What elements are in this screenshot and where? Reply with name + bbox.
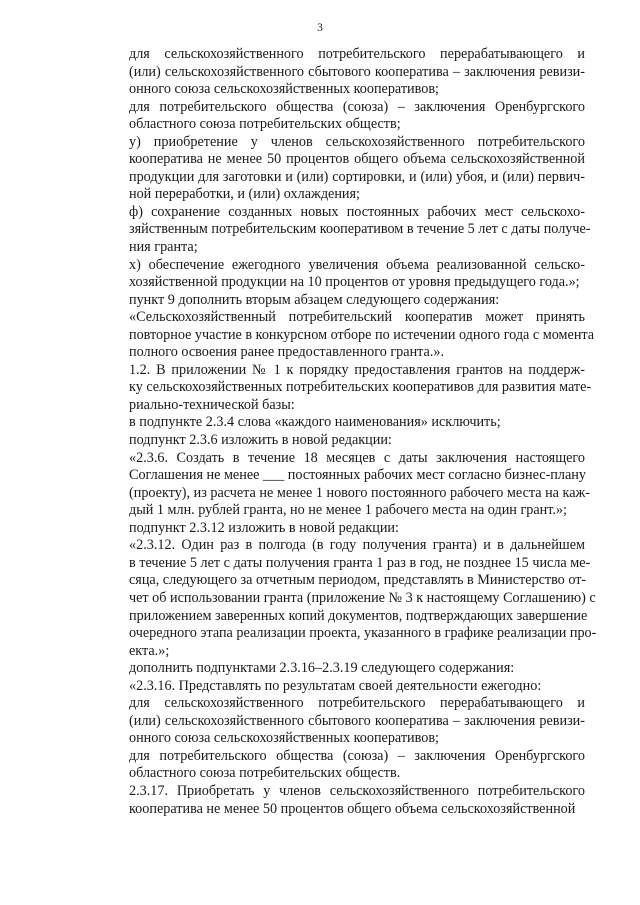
text-line: екта.»; xyxy=(129,642,170,659)
text-line: приложением заверенных копий документов, подтверждающих завершение xyxy=(129,607,588,624)
text-line: кооператива не менее 50 процентов общего объема сельскохозяйственной xyxy=(129,800,576,817)
text-line: «2.3.12. Один раз в полгода (в году получения гранта) и в дальнейшем xyxy=(129,537,585,554)
paragraph xyxy=(89,292,585,310)
text-line: х) обеспечение ежегодного увеличения объема реализованной сельско- xyxy=(129,256,585,273)
text-line: «2.3.16. Представлять по результатам своей деятельности ежегодно: xyxy=(129,677,542,694)
paragraph xyxy=(89,432,585,450)
text-line: «Сельскохозяйственный потребительский кооператив может принять xyxy=(129,309,585,326)
paragraph xyxy=(89,695,585,748)
text-line: 1.2. В приложении № 1 к порядку предоставления грантов на поддерж- xyxy=(129,361,585,378)
paragraph xyxy=(89,449,591,520)
text-line: хозяйственной продукции на 10 процентов от уровня предыдущего года.»; xyxy=(129,274,580,291)
paragraph xyxy=(89,46,585,99)
text-line: для сельскохозяйственного потребительского перерабатывающего и xyxy=(129,695,585,712)
text-line: пункт 9 дополнить вторым абзацем следующего содержания: xyxy=(129,291,500,308)
text-line: подпункт 2.3.12 изложить в новой редакции: xyxy=(129,519,399,536)
text-line: онного союза сельскохозяйственных кооперативов; xyxy=(129,730,439,747)
paragraph xyxy=(89,520,585,538)
paragraph xyxy=(89,99,585,134)
paragraph xyxy=(89,414,585,432)
text-line: ку сельскохозяйственных потребительских кооперативов для развития мате- xyxy=(129,379,592,396)
paragraph xyxy=(89,678,585,696)
text-line: подпункт 2.3.6 изложить в новой редакции: xyxy=(129,432,392,449)
text-line: очередного этапа реализации проекта, указанного в графике реализации про- xyxy=(129,625,597,642)
text-line: кооператива не менее 50 процентов общего объема сельскохозяйственной xyxy=(129,151,585,168)
text-line: (проекту), из расчета не менее 1 нового постоянного рабочего места на каж- xyxy=(129,484,591,501)
text-line: онного союза сельскохозяйственных кооперативов; xyxy=(129,81,439,98)
paragraph xyxy=(89,783,585,818)
text-line: продукции для заготовки и (или) сортировки, и (или) убоя, и (или) первич- xyxy=(129,168,585,185)
text-line: Соглашения не менее ___ постоянных рабочих мест согласно бизнес-плану xyxy=(129,467,586,484)
paragraph xyxy=(89,134,585,204)
text-line: дополнить подпунктами 2.3.16–2.3.19 следующего содержания: xyxy=(129,660,515,677)
text-line: для сельскохозяйственного потребительского перерабатывающего и xyxy=(129,46,585,62)
text-line: для потребительского общества (союза) – заключения Оренбургского xyxy=(129,747,585,764)
paragraph xyxy=(89,203,591,257)
text-line: дый 1 млн. рублей гранта, но не менее 1 рабочего места на один грант.»; xyxy=(129,502,567,519)
text-line: зяйственным потребительским кооперативом в течение 5 лет с даты получе- xyxy=(129,221,591,238)
text-line: 2.3.17. Приобретать у членов сельскохозяйственного потребительского xyxy=(129,782,585,799)
text-line: (или) сельскохозяйственного сбытового кооператива – заключения ревизи- xyxy=(129,63,585,80)
text-line: областного союза потребительских обществ. xyxy=(129,765,401,782)
document-body xyxy=(89,46,597,818)
text-line: ния гранта; xyxy=(129,239,198,256)
text-line: областного союза потребительских обществ; xyxy=(129,116,401,133)
text-line: для потребительского общества (союза) – заключения Оренбургского xyxy=(129,98,585,115)
text-line: «2.3.6. Создать в течение 18 месяцев с даты заключения настоящего xyxy=(129,449,585,466)
text-line: в течение 5 лет с даты получения гранта 1 раз в год, не позднее 15 числа ме- xyxy=(129,554,591,571)
text-line: в подпункте 2.3.4 слова «каждого наименования» исключить; xyxy=(129,414,501,431)
paragraph xyxy=(89,361,592,415)
text-line: ной переработки, и (или) охлаждения; xyxy=(129,186,360,203)
text-line: (или) сельскохозяйственного сбытового кооператива – заключения ревизи- xyxy=(129,712,585,729)
text-line: риально-технической базы: xyxy=(129,396,295,413)
text-line: полного освоения ранее предоставленного гранта.». xyxy=(129,344,445,361)
paragraph xyxy=(89,537,597,660)
paragraph xyxy=(89,257,585,292)
paragraph xyxy=(89,660,585,678)
text-line: чет об использовании гранта (приложение № 3 к настоящему Соглашению) с xyxy=(129,589,596,606)
paragraph xyxy=(89,309,595,362)
text-line: у) приобретение у членов сельскохозяйственного потребительского xyxy=(129,133,585,150)
text-line: повторное участие в конкурсном отборе по истечении одного года с момента xyxy=(129,326,595,343)
text-line: ф) сохранение созданных новых постоянных рабочих мест сельскохо- xyxy=(129,203,585,220)
page-number: 3 xyxy=(317,22,323,34)
paragraph xyxy=(89,748,585,783)
text-line: сяца, следующего за отчетным периодом, представлять в Министерство от- xyxy=(129,572,587,589)
